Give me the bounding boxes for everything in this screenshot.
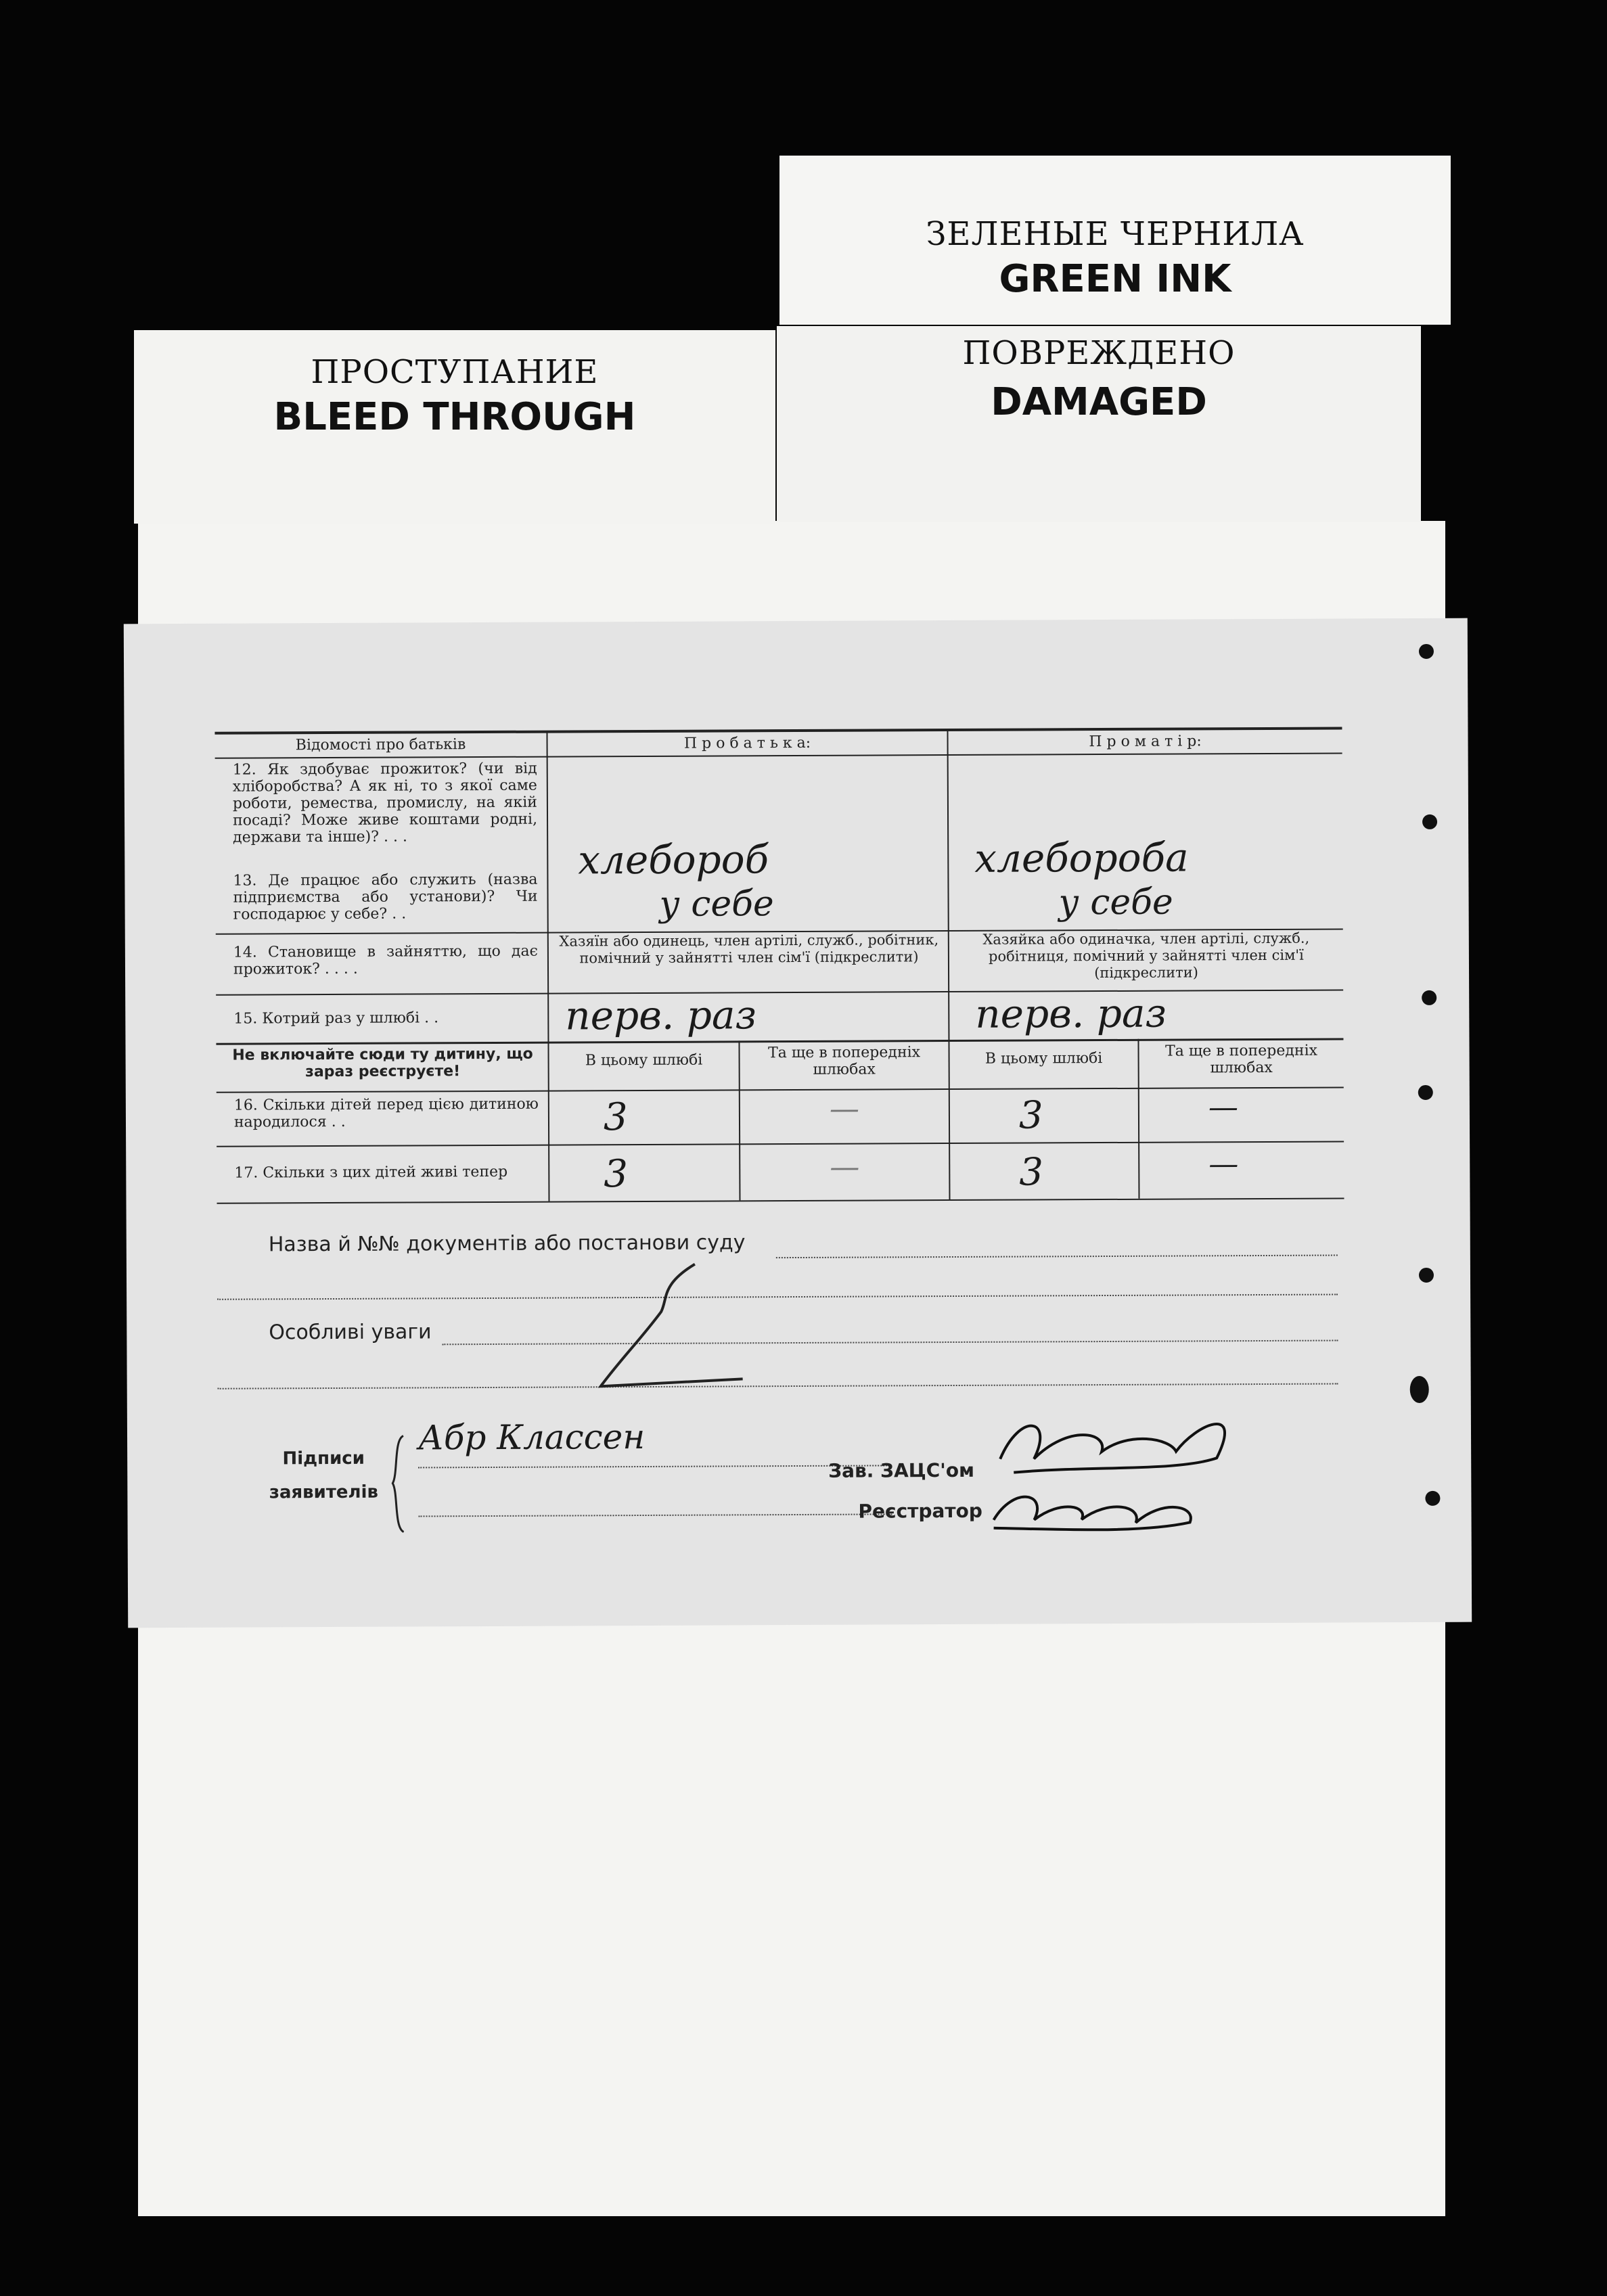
- row-rule-16: [217, 1086, 1344, 1093]
- table-header-rule: [215, 752, 1342, 758]
- mother-this-marriage-header: В цьому шлюбі: [984, 1050, 1103, 1067]
- green-ink-en-label: GREEN INK: [999, 257, 1231, 301]
- mother-workplace-handwriting: у себе: [1058, 881, 1173, 923]
- question-13: 13. Де працює або служить (назва підприємства або установи)? Чи господарює у себе? . .: [233, 871, 538, 923]
- damaged-card: [777, 326, 1421, 522]
- father-occupation-handwriting: хлебороб: [578, 836, 769, 883]
- signature-line-1: [418, 1465, 892, 1468]
- question-14: 14. Становище в зайняттю, що дає прожиток? . . . .: [233, 942, 538, 978]
- row-rule-14: [216, 989, 1343, 995]
- zags-head-label: Зав. ЗАЦС'ом: [828, 1459, 975, 1482]
- question-15: 15. Котрий раз у шлюбі . .: [233, 1009, 439, 1028]
- official-signatures: [973, 1383, 1271, 1547]
- punch-hole: [1422, 814, 1437, 829]
- punch-hole: [1425, 1491, 1440, 1506]
- question-17: 17. Скільки з цих дітей живі тепер: [234, 1163, 508, 1182]
- registrar-label: Реєстратор: [858, 1499, 982, 1523]
- mother-children-born: 3: [1018, 1093, 1043, 1138]
- row-rule-17: [217, 1141, 1344, 1147]
- father-prev-children-born: —: [829, 1091, 860, 1126]
- mother-prev-children-alive: —: [1208, 1147, 1239, 1182]
- mother-prev-marriages-header: Та ще в попередніх шлюбах: [1164, 1042, 1318, 1077]
- question-16: 16. Скільки дітей перед цією дитиною народилося . .: [233, 1095, 539, 1131]
- punch-hole: [1410, 1376, 1429, 1403]
- father-this-marriage-header: В цьому шлюбі: [585, 1051, 703, 1070]
- signature-brace: [388, 1433, 409, 1535]
- applicant-signature: Абр Классен: [417, 1417, 646, 1458]
- father-children-born: 3: [603, 1095, 628, 1140]
- header-parents-info: Відомості про батьків: [295, 736, 466, 754]
- mother-children-alive: 3: [1019, 1150, 1044, 1195]
- father-status-options: Хазяїн або одинець, член артілі, служб., робітник, помічний у зайнятті член сім'ї (підкреслити): [559, 932, 939, 967]
- mother-marriage-count-handwriting: перв. раз: [975, 990, 1167, 1037]
- remarks-label: Особливі уваги: [269, 1320, 432, 1345]
- punch-hole: [1422, 990, 1436, 1005]
- punch-hole: [1419, 1268, 1434, 1283]
- punch-hole: [1418, 1085, 1433, 1100]
- exclude-current-child-note: Не включайте сюди ту дитину, що зараз реєструєте!: [232, 1045, 533, 1081]
- documents-line-1: [776, 1255, 1338, 1259]
- green-ink-ru-label: ЗЕЛЕНЫЕ ЧЕРНИЛА: [926, 215, 1305, 253]
- father-workplace-handwriting: у себе: [659, 883, 774, 925]
- header-about-father: П р о б а т ь к а:: [683, 734, 811, 752]
- registration-form: [124, 618, 1472, 1628]
- bleed-through-ru-label: ПРОСТУПАНИЕ: [311, 353, 599, 391]
- father-children-alive: 3: [604, 1152, 629, 1197]
- father-marriage-count-handwriting: перв. раз: [565, 992, 757, 1039]
- mother-occupation-handwriting: хлебороба: [974, 834, 1189, 881]
- mother-status-options: Хазяйка або одиначка, член артілі, служб., робітниця, помічний у зайнятті член сім'ї (підкреслити): [982, 929, 1310, 982]
- cross-out-mark: [560, 1257, 804, 1394]
- documents-label: Назва й №№ документів або постанови суду: [268, 1231, 746, 1257]
- damaged-en-label: DAMAGED: [991, 380, 1207, 424]
- bleed-through-card: [134, 330, 775, 524]
- col-divider-2: [947, 730, 950, 1199]
- punch-hole: [1419, 644, 1434, 659]
- father-prev-marriages-header: Та ще в попередніх шлюбах: [767, 1044, 921, 1078]
- mother-prev-children-born: —: [1208, 1090, 1239, 1125]
- father-prev-children-alive: —: [830, 1149, 860, 1185]
- header-about-mother: П р о м а т і р:: [1089, 733, 1202, 751]
- applicants-signatures-label: Підписи заявителів: [269, 1448, 379, 1503]
- question-12: 12. Як здобуває прожиток? (чи від хліборобства? А як ні, то з якої саме роботи, ремества, промислу, на якій посаді? Може живе коштами родні, держави та інше)? . . .: [232, 760, 538, 846]
- col-divider-1: [546, 732, 549, 1201]
- damaged-ru-label: ПОВРЕЖДЕНО: [962, 334, 1236, 372]
- green-ink-card: [779, 156, 1451, 325]
- signature-line-2: [419, 1513, 892, 1517]
- bleed-through-en-label: BLEED THROUGH: [273, 395, 636, 439]
- table-bottom-rule: [217, 1197, 1344, 1203]
